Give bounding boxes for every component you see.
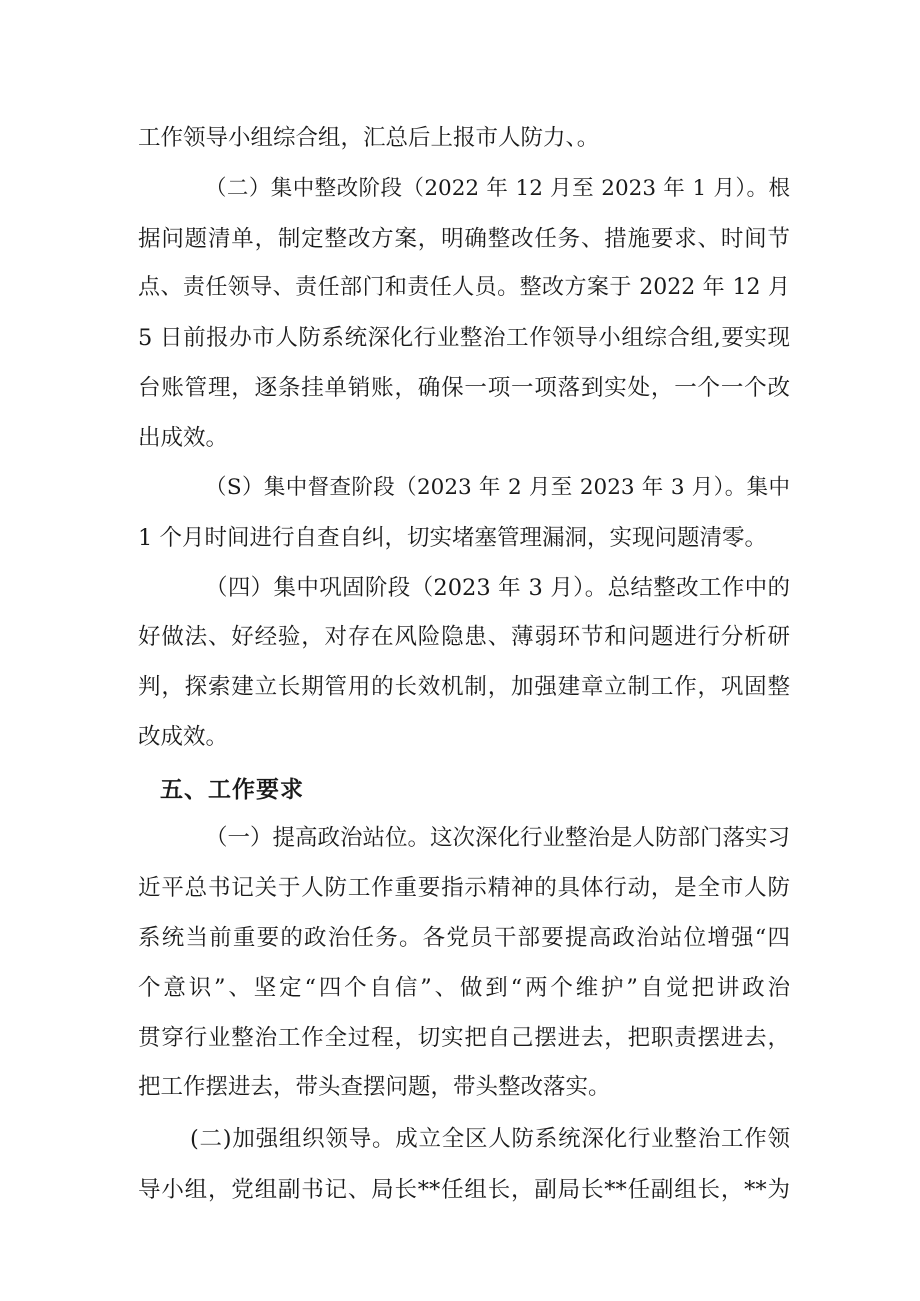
paragraph-line: 工作领导小组综合组，汇总后上报市人防力、。 — [138, 125, 600, 151]
paragraph-line: （S）集中督查阶段（2023 年 2 月至 2023 年 3 月）。集中 — [205, 475, 790, 500]
paragraph-line: 贯穿行业整治工作全过程，切实把自己摆进去，把职责摆进去， — [138, 1025, 790, 1051]
paragraph-line: 好做法、好经验，对存在风险隐患、薄弱环节和问题进行分析研 — [138, 624, 790, 650]
paragraph-line: 把工作摆进去，带头查摆问题，带头整改落实。 — [138, 1074, 611, 1100]
paragraph-line: 判，探索建立长期管用的长效机制，加强建章立制工作，巩固整 — [138, 674, 790, 700]
paragraph-line: 系统当前重要的政治任务。各党员干部要提高政治站位增强“四 — [138, 925, 790, 951]
paragraph-line: 台账管理，逐条挂单销账，确保一项一项落到实处，一个一个改 — [138, 375, 790, 401]
paragraph-line: （一）提高政治站位。这次深化行业整治是人防部门落实习 — [205, 825, 791, 851]
paragraph-line: （二）集中整改阶段（2022 年 12 月至 2023 年 1 月）。根 — [205, 176, 790, 201]
paragraph-line: 出成效。 — [138, 425, 229, 451]
paragraph-line: (二)加强组织领导。成立全区人防系统深化行业整治工作领 — [190, 1126, 790, 1152]
paragraph-line: 个意识”、坚定“四个自信”、做到“两个维护”自觉把讲政治 — [138, 975, 790, 1001]
paragraph-line: 点、责任领导、责任部门和责任人员。整改方案于 2022 年 12 月 — [138, 275, 790, 300]
paragraph-line: 5 日前报办市人防系统深化行业整治工作领导小组综合组,要实现 — [138, 325, 790, 351]
paragraph-line: 据问题清单，制定整改方案，明确整改任务、措施要求、时间节 — [138, 226, 790, 252]
paragraph-line: 导小组，党组副书记、局长**任组长，副局长**任副组长，**为 — [138, 1177, 790, 1203]
section-heading: 五、工作要求 — [160, 777, 304, 803]
paragraph-line: 近平总书记关于人防工作重要指示精神的具体行动，是全市人防 — [138, 875, 790, 901]
paragraph-line: 改成效。 — [138, 724, 229, 750]
paragraph-line: （四）集中巩固阶段（2023 年 3 月）。总结整改工作中的 — [205, 575, 790, 601]
paragraph-line: 1 个月时间进行自查自纠，切实堵塞管理漏洞，实现问题清零。 — [138, 525, 767, 551]
